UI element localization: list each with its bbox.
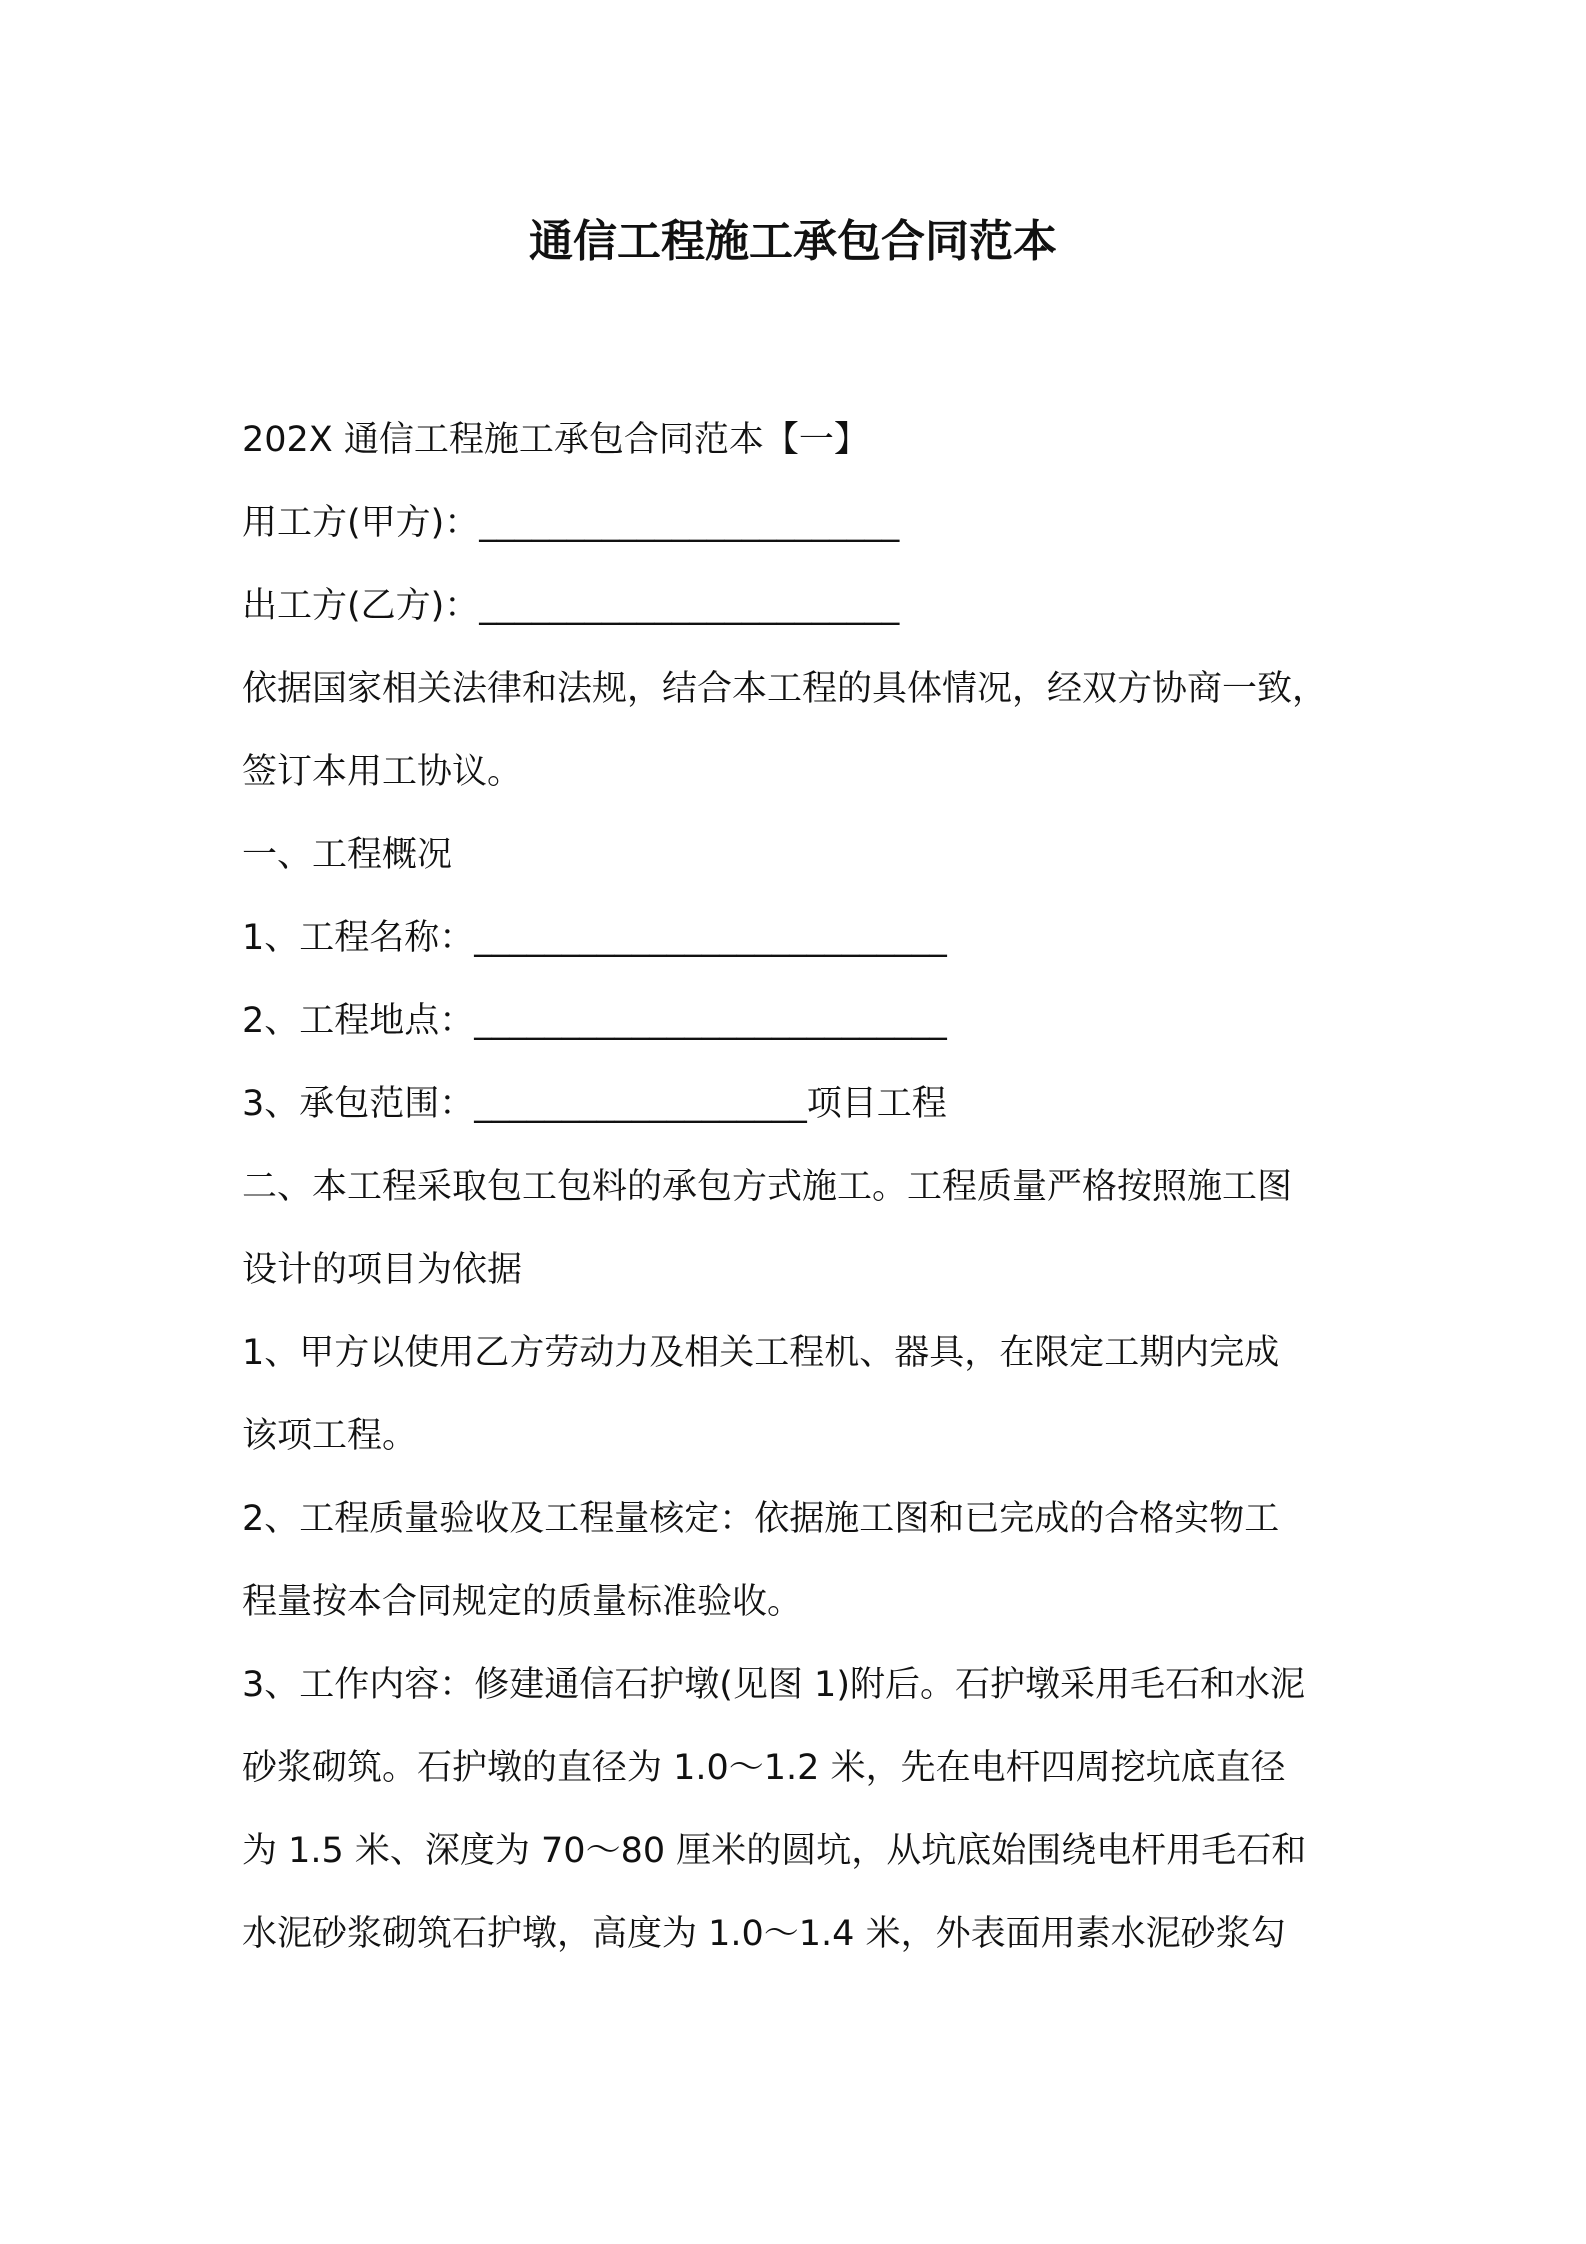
paragraph-line: 水泥砂浆砌筑石护墩，高度为 1.0～1.4 米，外表面用素水泥砂浆勾 [242,1914,1286,1954]
document-title: 通信工程施工承包合同范本 [529,216,1057,267]
section-heading: 一、工程概况 [242,835,453,875]
project-location-line: 2、工程地点：___________________________ [242,1001,947,1041]
subtitle-line: 202X 通信工程施工承包合同范本【一】 [242,420,869,460]
clause-line: 1、甲方以使用乙方劳动力及相关工程机、器具，在限定工期内完成 [242,1333,1280,1373]
contract-scope-line: 3、承包范围：___________________项目工程 [242,1084,947,1124]
project-name-line: 1、工程名称：___________________________ [242,918,947,958]
paragraph-line: 设计的项目为依据 [242,1250,523,1290]
party-b-line: 出工方(乙方)：________________________ [242,586,900,626]
clause-line: 3、工作内容：修建通信石护墩(见图 1)附后。石护墩采用毛石和水泥 [242,1665,1305,1705]
paragraph-line: 砂浆砌筑。石护墩的直径为 1.0～1.2 米，先在电杆四周挖坑底直径 [242,1748,1286,1788]
clause-line: 2、工程质量验收及工程量核定：依据施工图和已完成的合格实物工 [242,1499,1280,1539]
document-body [242,410,1362,1987]
paragraph-line: 该项工程。 [242,1416,418,1456]
paragraph-line: 签订本用工协议。 [242,752,523,792]
section-heading: 二、本工程采取包工包料的承包方式施工。工程质量严格按照施工图 [242,1167,1293,1207]
paragraph-line: 依据国家相关法律和法规，结合本工程的具体情况，经双方协商一致， [242,669,1328,709]
paragraph-line: 程量按本合同规定的质量标准验收。 [242,1582,803,1622]
paragraph-line: 为 1.5 米、深度为 70～80 厘米的圆坑，从坑底始围绕电杆用毛石和 [242,1831,1307,1871]
party-a-line: 用工方(甲方)：________________________ [242,503,900,543]
